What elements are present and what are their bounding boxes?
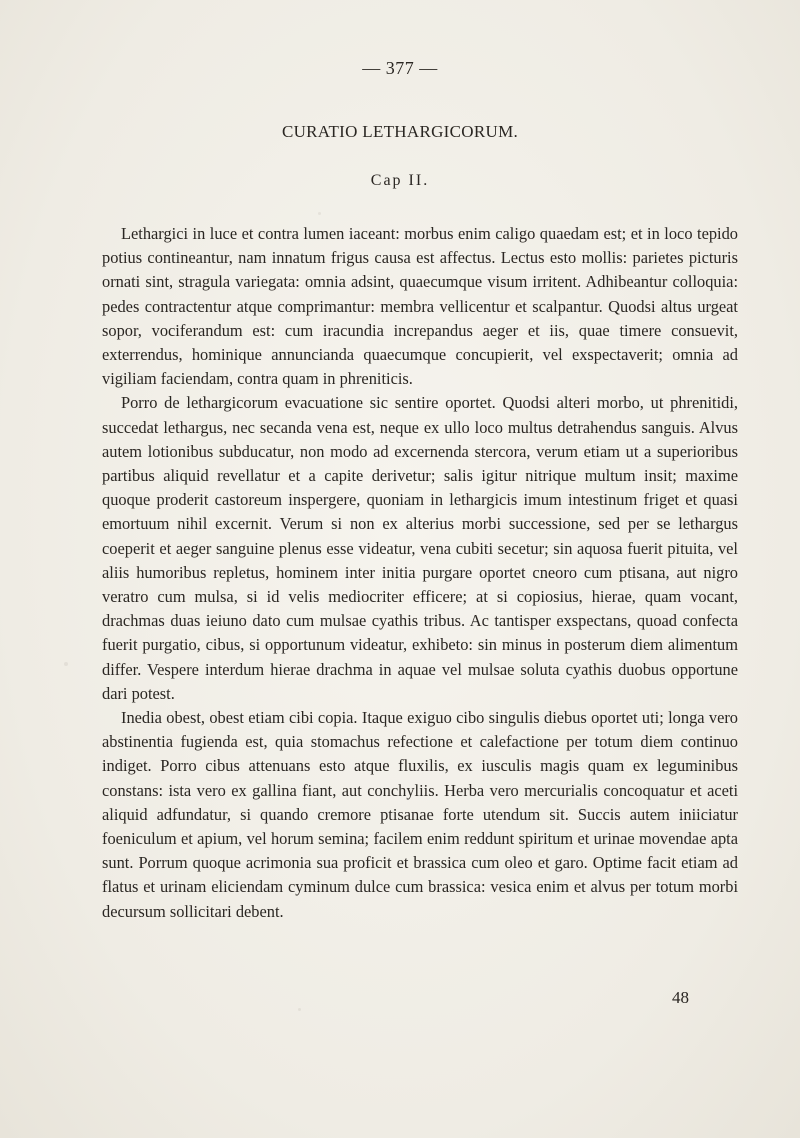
text-body: [102, 222, 738, 924]
chapter-number: Cap II.: [370, 172, 430, 189]
chapter-title: CURATIO LETHARGICORUM.: [281, 122, 519, 141]
paper-speck: [64, 662, 68, 666]
paragraph: Porro de lethargicorum evacuatione sic sentire oportet. Quodsi alteri morbo, ut phrenitidi, succedat lethargus, nec secanda vena est, neque ex ullo loco multus detrahendus sanguis. Alvus autem lotionibus subducatur, non modo ad excernenda stercora, verum etiam ut a superioribus partibus aliquid revellatur et a capite derivetur; salis igitur nitrique multum insit; maxime quoque proderit castoreum inspergere, quoniam in lethargicis imum intestinum friget et quasi emortuum nihil excernit. Verum si non ex alterius morbi successione, sed per se lethargus coeperit et aeger sanguine plenus esse videatur, vena cubiti secetur; sin aquosa fuerit pituita, vel aliis humoribus repletus, hominem inter initia purgare oportet cneoro cum ptisana, aut nigro veratro cum mulsa, si id velis mediocriter efficere; at si copiosius, hierae, quam vocant, drachmas duas ieiuno dato cum mulsae cyathis tribus. Ac tantisper exspectans, quoad confecta fuerit purgatio, cibus, si opportunum videatur, exhibeto: sin minus in posterum diem alimentum differ. Vespere interdum hierae drachma in aquae vel mulsae soluta cyathis duobus opportune dari potest.: [102, 393, 738, 703]
paper-speck: [318, 212, 321, 215]
page-number: — 377 —: [362, 58, 438, 78]
signature-mark: 48: [672, 988, 689, 1007]
paragraph: Lethargici in luce et contra lumen iaceant: morbus enim caligo quaedam est; et in loco tepido potius contineantur, nam innatum frigus causa est affectus. Lectus esto mollis: parietes picturis ornati sint, stragula variegata: omnia adsint, quaecumque visum irritent. Adhibeantur colloquia: pedes contractentur atque comprimantur: membra vellicentur et scalpantur. Quodsi altus urgeat sopor, vociferandum est: cum iracundia increpandus aeger et iis, quae timere consuevit, exterrendus, hominique annuncianda quaecumque concupierit, vel exspectaverit; omnia ad vigiliam faciendam, contra quam in phreniticis.: [102, 224, 738, 389]
paragraph: Inedia obest, obest etiam cibi copia. Itaque exiguo cibo singulis diebus oportet uti; longa vero abstinentia fugienda est, quia stomachus refectione et calefactione per totum diem continuo indiget. Porro cibus attenuans esto atque fluxilis, ex iusculis magis quam ex leguminibus constans: ista vero ex gallina fiant, aut conchyliis. Herba vero mercurialis concoquatur et aceti aliquid adfundatur, si quando cremore ptisanae forte utendum sit. Succis autem iniiciatur foeniculum et apium, vel horum semina; facilem enim reddunt spiritum et urinae movendae apta sunt. Porrum quoque acrimonia sua proficit et brassica cum oleo et garo. Optime facit etiam ad flatus et urinam eliciendam cyminum dulce cum brassica: vesica enim et alvus per totum morbi decursum sollicitari debent.: [102, 708, 738, 921]
paper-speck: [298, 1008, 301, 1011]
